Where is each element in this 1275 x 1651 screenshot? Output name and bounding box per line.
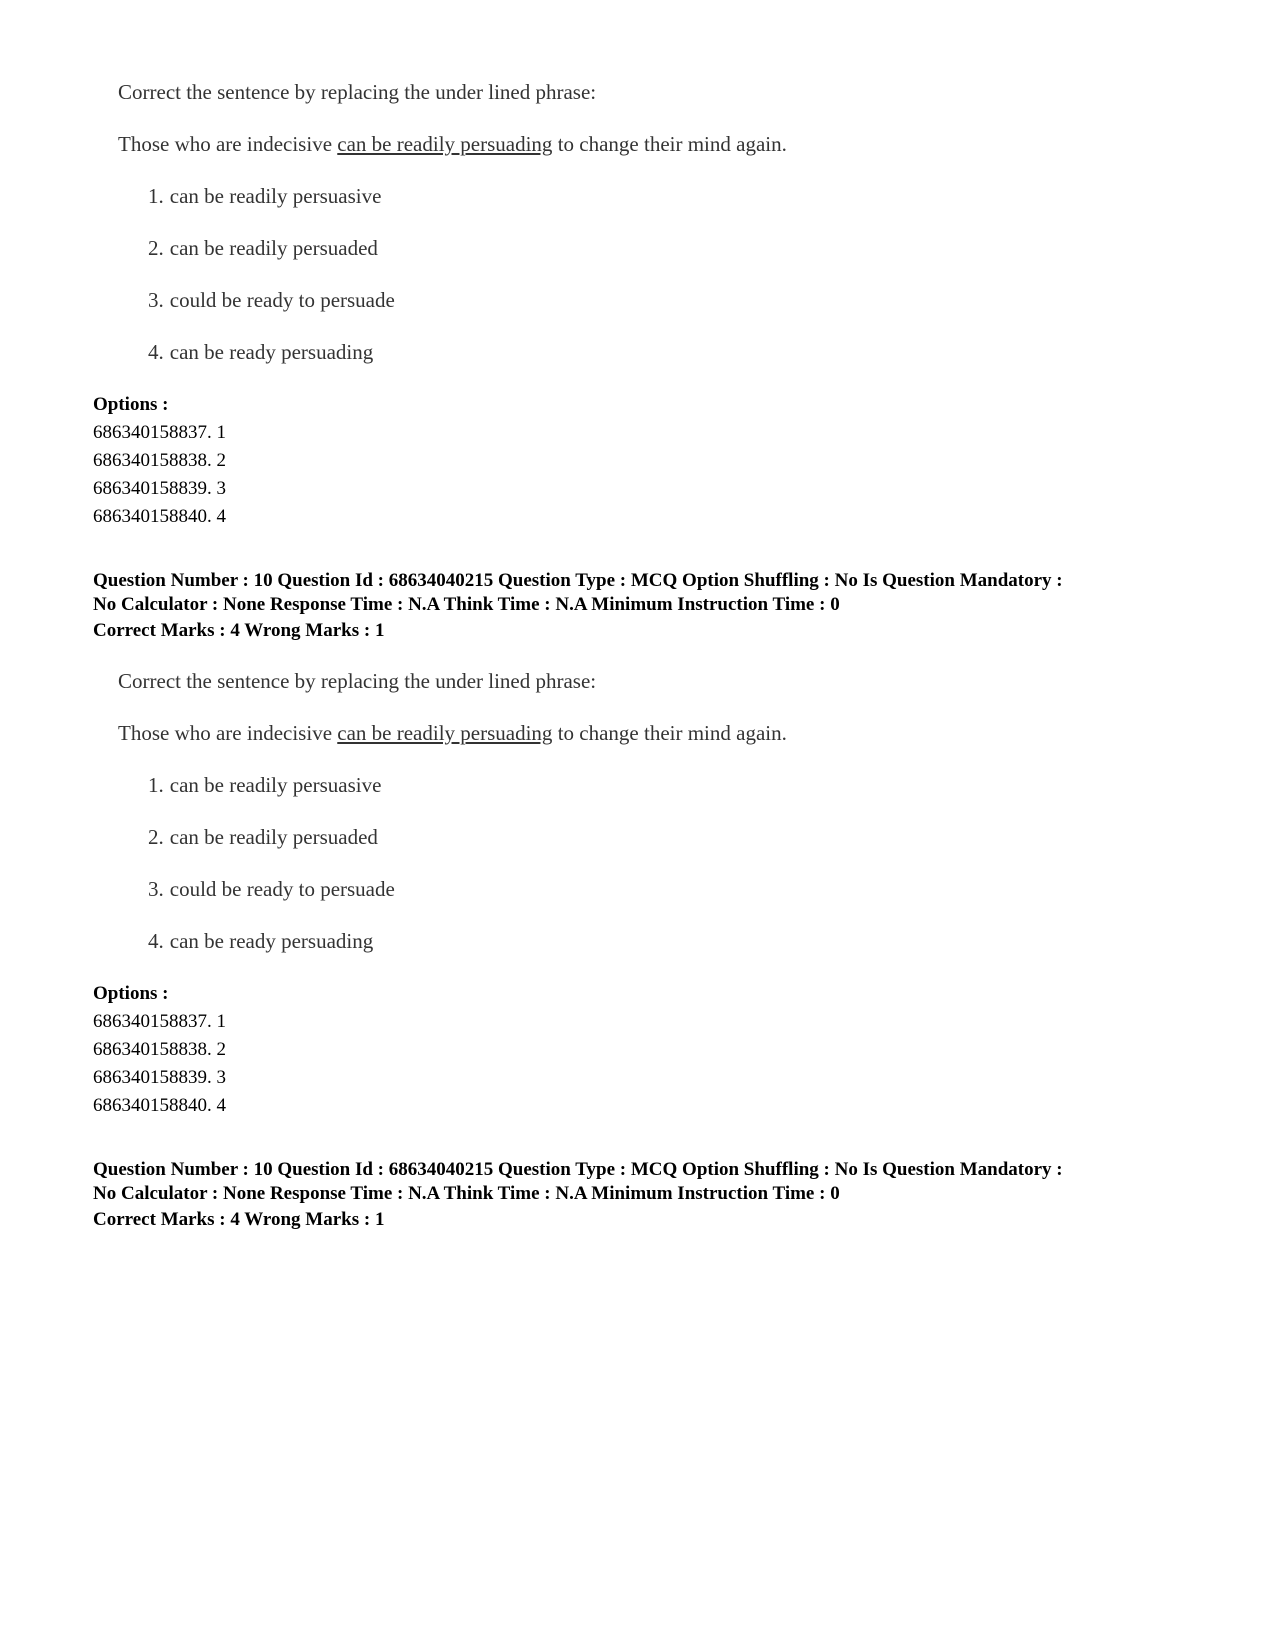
choice-text: can be readily persuaded [169, 825, 378, 849]
option-id-line: 686340158838. 2 [93, 450, 226, 471]
sentence-after: to change their mind again. [552, 721, 787, 745]
choice-item [148, 340, 373, 365]
sentence-before: Those who are indecisive [118, 132, 338, 156]
question-sentence [118, 721, 787, 746]
sentence-before: Those who are indecisive [118, 721, 338, 745]
sentence-underlined-phrase: can be readily persuading [337, 132, 553, 156]
choice-number: 3. [148, 288, 164, 312]
question-meta-line-1: Question Number : 10 Question Id : 68634040215 Question Type : MCQ Option Shuffling : No Is Question Mandatory : [93, 1159, 1063, 1180]
option-id-line: 686340158837. 1 [93, 422, 226, 443]
question-instruction: Correct the sentence by replacing the under lined phrase: [118, 669, 597, 693]
question-meta-line-2: No Calculator : None Response Time : N.A Think Time : N.A Minimum Instruction Time : 0 [93, 1183, 840, 1204]
sentence-after: to change their mind again. [552, 132, 787, 156]
question-meta [93, 1158, 1193, 1206]
choice-item [148, 929, 373, 954]
option-id-line: 686340158840. 4 [93, 506, 226, 527]
choice-item [148, 773, 381, 798]
choice-text: could be ready to persuade [169, 877, 395, 901]
choice-text: could be ready to persuade [169, 288, 395, 312]
choice-item [148, 825, 378, 850]
option-id-line: 686340158838. 2 [93, 1039, 226, 1060]
choice-number: 4. [148, 340, 164, 364]
choice-text: can be readily persuaded [169, 236, 378, 260]
choice-item [148, 288, 395, 313]
options-label: Options : [93, 394, 169, 415]
option-id-line: 686340158840. 4 [93, 1095, 226, 1116]
option-id-line: 686340158839. 3 [93, 478, 226, 499]
options-label: Options : [93, 983, 169, 1004]
choice-item [148, 877, 395, 902]
choice-item [148, 236, 378, 261]
choice-number: 3. [148, 877, 164, 901]
choice-number: 2. [148, 236, 164, 260]
choice-number: 1. [148, 184, 164, 208]
question-marks: Correct Marks : 4 Wrong Marks : 1 [93, 1209, 385, 1230]
option-id-line: 686340158839. 3 [93, 1067, 226, 1088]
question-meta-line-2: No Calculator : None Response Time : N.A Think Time : N.A Minimum Instruction Time : 0 [93, 594, 840, 615]
choice-number: 2. [148, 825, 164, 849]
sentence-underlined-phrase: can be readily persuading [337, 721, 553, 745]
choice-text: can be readily persuasive [169, 773, 382, 797]
question-meta-line-1: Question Number : 10 Question Id : 68634040215 Question Type : MCQ Option Shuffling : No Is Question Mandatory : [93, 570, 1063, 591]
question-instruction: Correct the sentence by replacing the under lined phrase: [118, 80, 597, 104]
option-id-line: 686340158837. 1 [93, 1011, 226, 1032]
choice-item [148, 184, 381, 209]
question-sentence [118, 132, 787, 157]
choice-number: 4. [148, 929, 164, 953]
choice-text: can be ready persuading [169, 929, 374, 953]
choice-text: can be readily persuasive [169, 184, 382, 208]
question-marks: Correct Marks : 4 Wrong Marks : 1 [93, 620, 385, 641]
choice-number: 1. [148, 773, 164, 797]
question-meta [93, 569, 1193, 617]
choice-text: can be ready persuading [169, 340, 374, 364]
